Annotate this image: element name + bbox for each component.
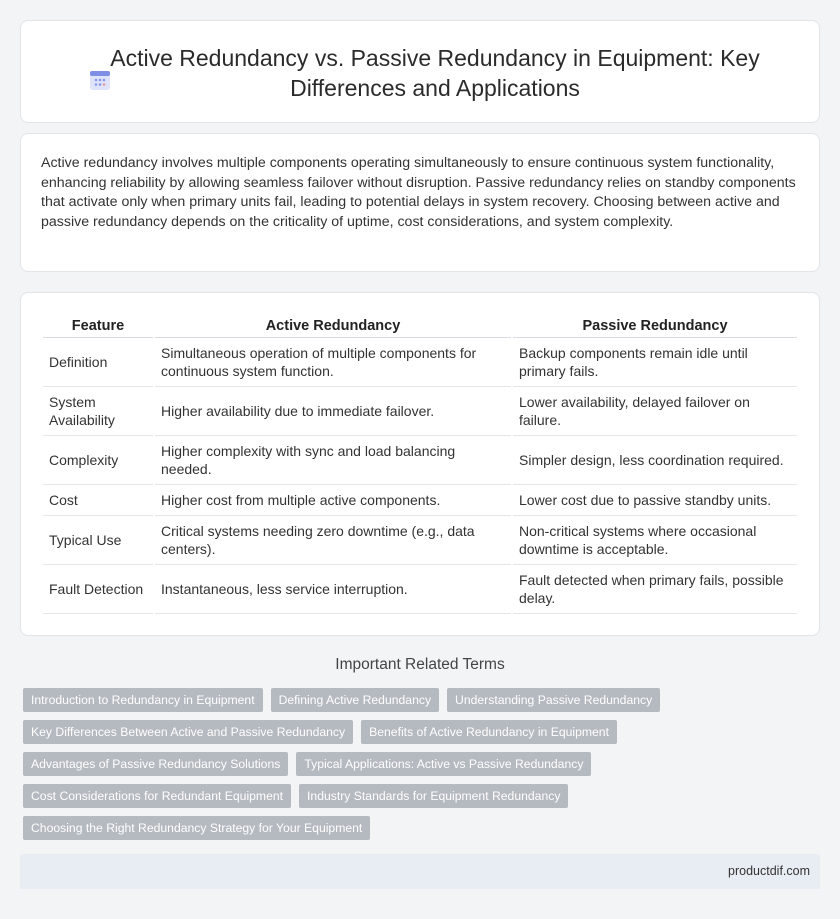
table-row	[43, 387, 797, 436]
active-cell: Simultaneous operation of multiple components for continuous system function.	[155, 338, 511, 387]
table-row	[43, 436, 797, 485]
related-term-link[interactable]: Defining Active Redundancy	[271, 688, 439, 712]
active-cell: Higher availability due to immediate failover.	[155, 387, 511, 436]
table-row	[43, 565, 797, 614]
related-term-link[interactable]: Advantages of Passive Redundancy Solutions	[23, 752, 288, 776]
passive-cell: Non-critical systems where occasional downtime is acceptable.	[513, 516, 797, 565]
related-term-link[interactable]: Benefits of Active Redundancy in Equipment	[361, 720, 617, 744]
table-row	[43, 516, 797, 565]
passive-cell: Lower cost due to passive standby units.	[513, 485, 797, 516]
intro-card	[20, 133, 820, 272]
active-cell: Higher cost from multiple active components.	[155, 485, 511, 516]
page-title: Active Redundancy vs. Passive Redundancy in Equipment: Key Differences and Applications	[110, 45, 760, 101]
related-term-link[interactable]: Understanding Passive Redundancy	[447, 688, 660, 712]
feature-cell: Typical Use	[43, 516, 153, 565]
footer	[20, 854, 820, 889]
related-terms-list	[23, 688, 803, 840]
comparison-card	[20, 292, 820, 636]
feature-cell: System Availability	[43, 387, 153, 436]
active-cell: Instantaneous, less service interruption.	[155, 565, 511, 614]
active-cell: Critical systems needing zero downtime (e.g., data centers).	[155, 516, 511, 565]
related-term-link[interactable]: Typical Applications: Active vs Passive Redundancy	[296, 752, 591, 776]
related-terms-heading: Important Related Terms	[335, 656, 505, 673]
header-card	[20, 20, 820, 123]
feature-cell: Cost	[43, 485, 153, 516]
intro-paragraph: Active redundancy involves multiple components operating simultaneously to ensure continuous system functionality, enhancing reliability by allowing seamless failover without disruption. Passive redundancy relies on standby components that activate only when primary units fail, leading to potential delays in system recovery. Choosing between active and passive redundancy depends on the criticality of uptime, cost considerations, and system complexity.	[41, 155, 796, 230]
feature-cell: Fault Detection	[43, 565, 153, 614]
feature-cell: Complexity	[43, 436, 153, 485]
table-row	[43, 338, 797, 387]
passive-cell: Fault detected when primary fails, possible delay.	[513, 565, 797, 614]
site-name[interactable]: productdif.com	[728, 864, 810, 878]
related-term-link[interactable]: Key Differences Between Active and Passive Redundancy	[23, 720, 353, 744]
active-cell: Higher complexity with sync and load balancing needed.	[155, 436, 511, 485]
related-term-link[interactable]: Cost Considerations for Redundant Equipment	[23, 784, 291, 808]
header-active: Active Redundancy	[155, 315, 511, 338]
related-term-link[interactable]: Industry Standards for Equipment Redundancy	[299, 784, 568, 808]
passive-cell: Backup components remain idle until primary fails.	[513, 338, 797, 387]
header-feature: Feature	[43, 315, 153, 338]
header-passive: Passive Redundancy	[513, 315, 797, 338]
related-term-link[interactable]: Choosing the Right Redundancy Strategy for Your Equipment	[23, 816, 370, 840]
passive-cell: Simpler design, less coordination required.	[513, 436, 797, 485]
passive-cell: Lower availability, delayed failover on failure.	[513, 387, 797, 436]
related-term-link[interactable]: Introduction to Redundancy in Equipment	[23, 688, 263, 712]
comparison-table	[41, 315, 799, 614]
feature-cell: Definition	[43, 338, 153, 387]
table-row	[43, 485, 797, 516]
